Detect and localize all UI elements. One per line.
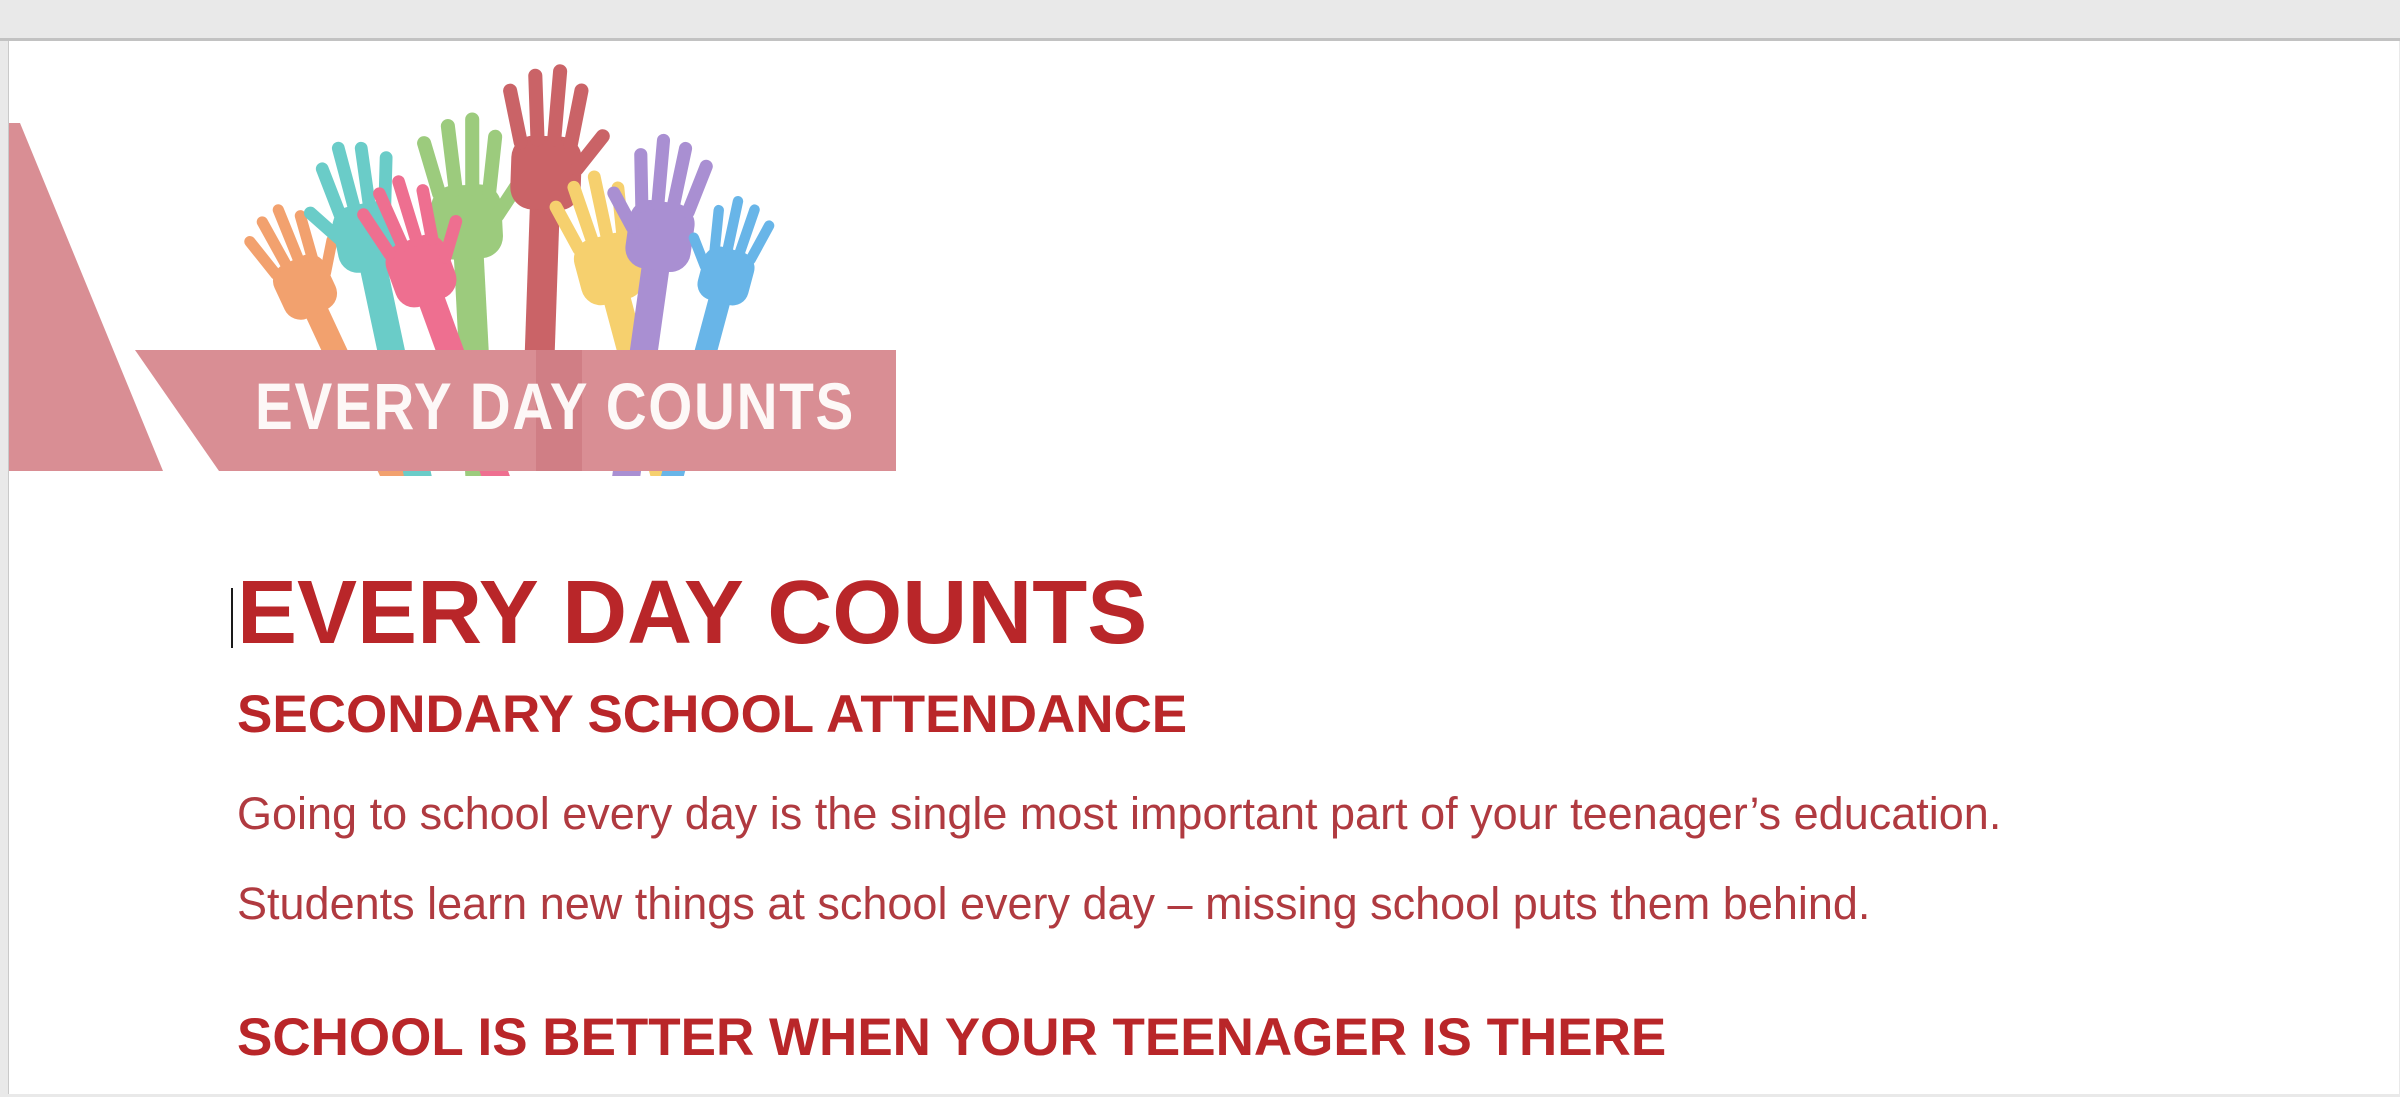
page-title[interactable]: EVERY DAY COUNTS bbox=[237, 563, 1148, 663]
app-toolbar bbox=[0, 0, 2400, 41]
section-heading[interactable]: SCHOOL IS BETTER WHEN YOUR TEENAGER IS THERE bbox=[237, 1008, 1667, 1067]
document-page[interactable] bbox=[8, 41, 2399, 1094]
logo-left-stripe bbox=[9, 123, 163, 471]
page-subtitle[interactable]: SECONDARY SCHOOL ATTENDANCE bbox=[237, 685, 1188, 744]
body-paragraph-2[interactable]: Students learn new things at school every day – missing school puts them behind. bbox=[237, 878, 1871, 929]
body-paragraph-1[interactable]: Going to school every day is the single most important part of your teenager’s education. bbox=[237, 788, 2002, 839]
text-cursor bbox=[231, 588, 233, 648]
every-day-counts-logo[interactable] bbox=[9, 41, 960, 476]
logo-banner-text: EVERY DAY COUNTS bbox=[255, 369, 855, 443]
